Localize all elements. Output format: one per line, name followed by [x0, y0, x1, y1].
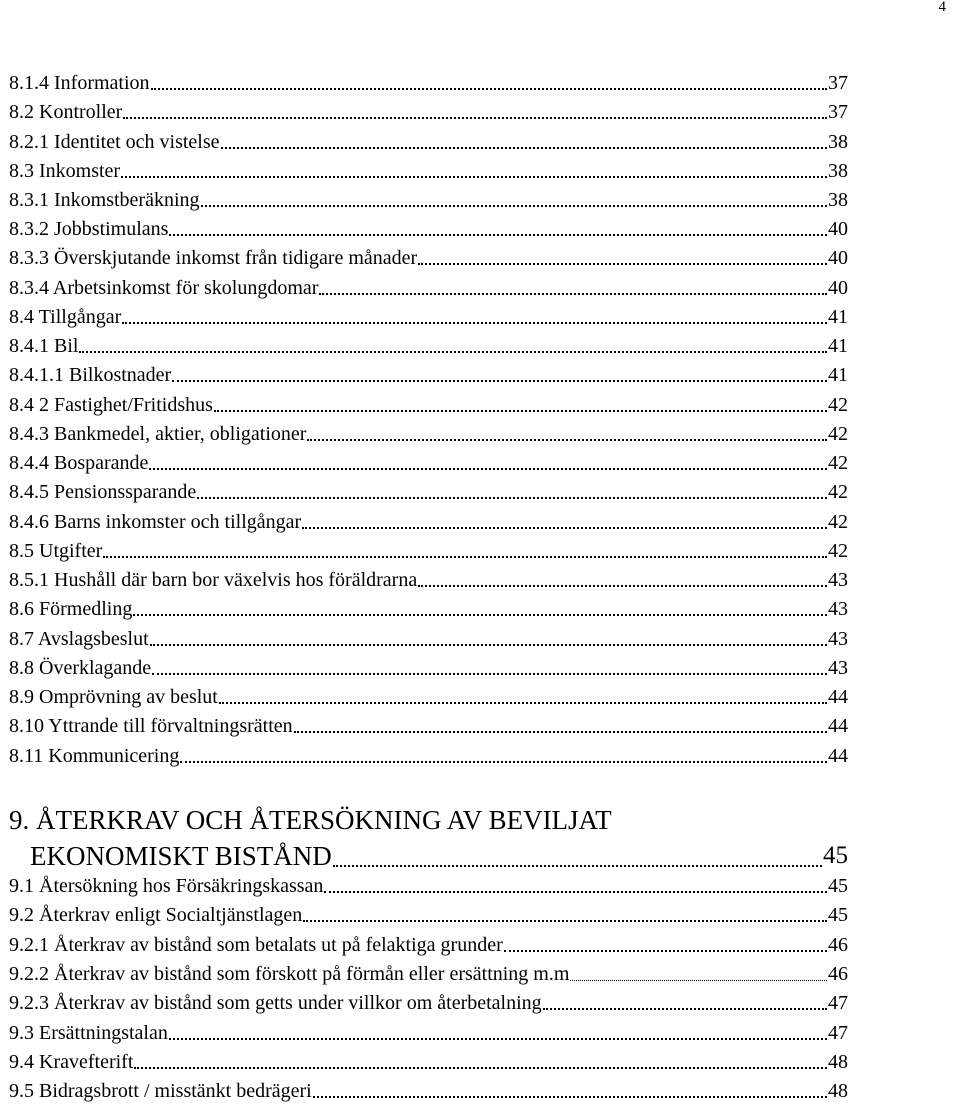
toc-entry-page: 42 — [828, 481, 848, 503]
toc-entry[interactable] — [0, 69, 848, 95]
toc-entry-title: 8.2 Kontroller — [9, 101, 123, 123]
toc-entry[interactable] — [0, 901, 848, 927]
toc-entry[interactable] — [0, 274, 848, 300]
toc-entry[interactable] — [0, 989, 848, 1015]
toc-entry[interactable] — [0, 654, 848, 680]
toc-entry[interactable] — [0, 595, 848, 621]
toc-leader — [418, 585, 827, 587]
toc-leader — [302, 527, 827, 529]
toc-leader — [307, 439, 827, 441]
toc-entry[interactable] — [0, 128, 848, 154]
toc-leader — [214, 410, 827, 412]
toc-leader — [504, 950, 827, 952]
toc-entry[interactable] — [0, 391, 848, 417]
toc-entry[interactable] — [0, 960, 848, 986]
toc-entry[interactable] — [0, 931, 848, 957]
toc-entry[interactable] — [0, 742, 848, 768]
toc-leader — [180, 761, 827, 763]
toc-leader — [303, 920, 827, 922]
toc-entry-page: 41 — [828, 364, 848, 386]
toc-entry-title: 8.4.3 Bankmedel, aktier, obligationer — [9, 423, 307, 445]
toc-leader — [172, 380, 827, 382]
toc-entry-page: 37 — [828, 72, 848, 94]
toc-entry-page: 42 — [828, 511, 848, 533]
toc-leader — [169, 234, 827, 236]
toc-entry-page: 38 — [828, 131, 848, 153]
toc-entry-page: 43 — [828, 628, 848, 650]
toc-entry-page: 46 — [828, 934, 848, 956]
toc-entry-title: 9.2.3 Återkrav av bistånd som getts under villkor om återbetalning — [9, 992, 542, 1014]
toc-entry-title: 8.7 Avslagsbeslut — [9, 628, 149, 650]
toc-leader — [201, 205, 827, 207]
toc-entry-title: 9.1 Återsökning hos Försäkringskassan — [9, 875, 324, 897]
toc-entry[interactable] — [0, 361, 848, 387]
toc-entry-page: 43 — [828, 598, 848, 620]
toc-leader — [221, 147, 827, 149]
toc-entry-title: 9.2 Återkrav enligt Socialtjänstlagen — [9, 904, 303, 926]
toc-chapter-heading[interactable] — [0, 802, 848, 876]
toc-entry-title: 8.9 Omprövning av beslut — [9, 686, 218, 708]
toc-entry-page: 44 — [828, 715, 848, 737]
toc-entry-page: 45 — [828, 904, 848, 926]
toc-entry[interactable] — [0, 244, 848, 270]
toc-entry-page: 42 — [828, 540, 848, 562]
toc-entry[interactable] — [0, 508, 848, 534]
toc-entry[interactable] — [0, 215, 848, 241]
toc-entry-title: 9.2.2 Återkrav av bistånd som förskott på förmån eller ersättning m.m — [9, 963, 570, 985]
toc-leader — [324, 891, 827, 893]
toc-entry-title: 8.3.1 Inkomstberäkning — [9, 189, 200, 211]
toc-entry-title: 9.4 Kravefterift — [9, 1051, 134, 1073]
toc-entry-title: 8.1.4 Information — [9, 72, 150, 94]
toc-entry-title: 8.5.1 Hushåll där barn bor växelvis hos föräldrarna — [9, 569, 418, 591]
toc-entry-page: 47 — [828, 992, 848, 1014]
toc-entry-page: 47 — [828, 1022, 848, 1044]
toc-entry-title: 8.6 Förmedling — [9, 598, 133, 620]
toc-leader — [570, 980, 827, 981]
toc-entry-title: 9.3 Ersättningstalan — [9, 1022, 168, 1044]
toc-entry-page: 40 — [828, 277, 848, 299]
toc-entry-page: 38 — [828, 189, 848, 211]
toc-entry-page: 44 — [828, 745, 848, 767]
toc-leader — [543, 1008, 827, 1010]
toc-leader — [133, 614, 827, 616]
toc-entry-page: 37 — [828, 101, 848, 123]
toc-leader — [197, 497, 827, 499]
toc-entry[interactable] — [0, 1077, 848, 1103]
toc-entry-page: 45 — [828, 875, 848, 897]
toc-entry-title: 8.8 Överklagande — [9, 657, 152, 679]
toc-entry-page: 42 — [828, 423, 848, 445]
toc-entry-title: 8.5 Utgifter — [9, 540, 103, 562]
toc-entry[interactable] — [0, 566, 848, 592]
toc-entry-title: 8.4 2 Fastighet/Fritidshus — [9, 394, 213, 416]
toc-entry-page: 42 — [828, 394, 848, 416]
toc-entry[interactable] — [0, 420, 848, 446]
toc-entry-page: 42 — [828, 452, 848, 474]
toc-entry-page: 43 — [828, 657, 848, 679]
toc-entry-title: 8.4.4 Bosparande — [9, 452, 149, 474]
toc-entry-title: 8.10 Yttrande till förvaltningsrätten — [9, 715, 293, 737]
toc-entry-title: 8.3 Inkomster — [9, 160, 121, 182]
chapter-heading-line1: 9. ÅTERKRAV OCH ÅTERSÖKNING AV BEVILJAT — [9, 805, 612, 835]
toc-leader — [319, 293, 827, 295]
toc-entry-title: 8.4.1 Bil — [9, 335, 79, 357]
toc-entry[interactable] — [0, 683, 848, 709]
toc-entry[interactable] — [0, 332, 848, 358]
toc-leader — [150, 644, 827, 646]
toc-entry[interactable] — [0, 157, 848, 183]
toc-entry-page: 41 — [828, 306, 848, 328]
toc-leader — [121, 176, 827, 178]
toc-entry[interactable] — [0, 449, 848, 475]
toc-leader — [313, 1096, 827, 1098]
toc-leader — [169, 1038, 827, 1040]
toc-entry[interactable] — [0, 98, 848, 124]
toc-entry-page: 43 — [828, 569, 848, 591]
toc-entry[interactable] — [0, 625, 848, 651]
toc-entry[interactable] — [0, 712, 848, 738]
chapter-heading-line2-row — [0, 838, 848, 874]
toc-entry-title: 8.11 Kommunicering — [9, 745, 180, 767]
toc-entry-title: 8.4.6 Barns inkomster och tillgångar — [9, 511, 302, 533]
toc-entry-title: 8.4.1.1 Bilkostnader — [9, 364, 172, 386]
toc-entry[interactable] — [0, 872, 848, 898]
toc-entry-title: 8.4.5 Pensionssparande — [9, 481, 197, 503]
toc-entry-title: 8.2.1 Identitet och vistelse — [9, 131, 220, 153]
toc-leader — [151, 88, 827, 90]
toc-leader — [149, 468, 827, 470]
toc-entry[interactable] — [0, 1019, 848, 1045]
toc-entry-title: 8.3.2 Jobbstimulans — [9, 218, 169, 240]
toc-entry-page: 38 — [828, 160, 848, 182]
toc-leader — [79, 351, 827, 353]
toc-entry-page: 41 — [828, 335, 848, 357]
toc-leader — [122, 322, 827, 324]
toc-entry-page: 40 — [828, 218, 848, 240]
toc-entry-title: 9.5 Bidragsbrott / misstänkt bedrägeri — [9, 1080, 312, 1102]
chapter-heading-page: 45 — [823, 842, 848, 869]
toc-leader — [152, 673, 827, 675]
toc-entry[interactable] — [0, 478, 848, 504]
toc-entry[interactable] — [0, 186, 848, 212]
toc-leader — [219, 702, 827, 704]
toc-entry[interactable] — [0, 303, 848, 329]
chapter-heading-line2: EKONOMISKT BISTÅND — [30, 841, 332, 871]
toc-leader — [294, 731, 827, 733]
toc-entry-page: 44 — [828, 686, 848, 708]
toc-entry-page: 40 — [828, 247, 848, 269]
toc-entry[interactable] — [0, 537, 848, 563]
toc-entry-page: 48 — [828, 1080, 848, 1102]
toc-entry-title: 8.3.3 Överskjutande inkomst från tidigare månader — [9, 247, 418, 269]
toc-entry-title: 9.2.1 Återkrav av bistånd som betalats ut på felaktiga grunder — [9, 934, 503, 956]
toc-entry-page: 46 — [828, 963, 848, 985]
toc-leader — [418, 263, 827, 265]
toc-entry-page: 48 — [828, 1051, 848, 1073]
toc-leader — [123, 117, 827, 119]
toc-leader — [333, 865, 822, 867]
toc-leader — [103, 556, 827, 558]
toc-entry[interactable] — [0, 1048, 848, 1074]
toc-entry-title: 8.4 Tillgångar — [9, 306, 122, 328]
toc-leader — [134, 1067, 827, 1069]
page-number: 4 — [938, 0, 946, 15]
toc-entry-title: 8.3.4 Arbetsinkomst för skolungdomar — [9, 277, 319, 299]
